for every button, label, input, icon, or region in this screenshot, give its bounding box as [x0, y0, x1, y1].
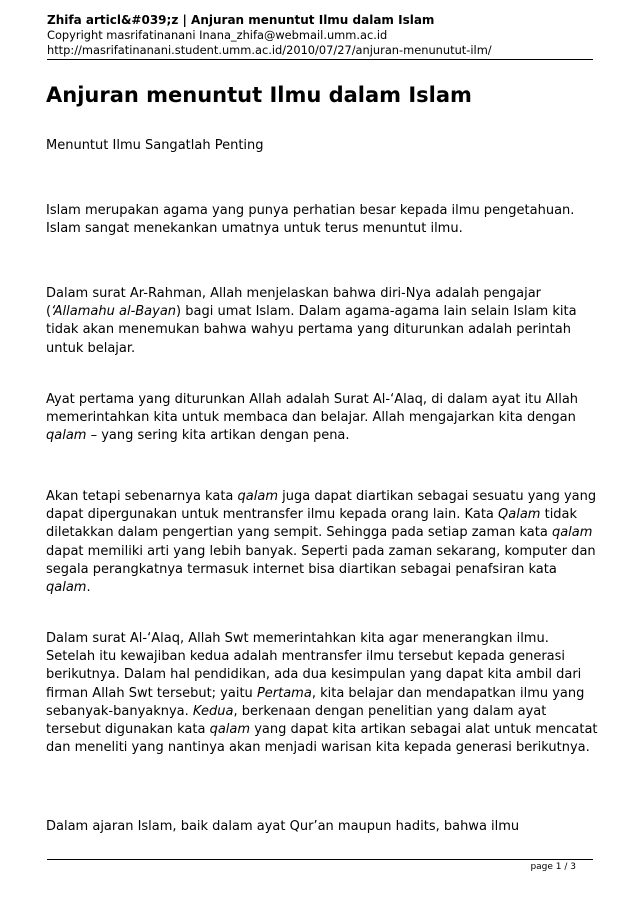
header-url: http://masrifatinanani.student.umm.ac.id/2010/07/27/anjuran-menunutut-ilm/: [47, 43, 492, 57]
paragraph-4-text-g: dapat memiliki arti yang lebih banyak. Seperti pada zaman sekarang, komputer dan segala perangkatnya termasuk internet bisa diartikan sebagai penafsiran kata: [46, 543, 596, 577]
article-subtitle: Menuntut Ilmu Sangatlah Penting: [46, 138, 264, 153]
header-divider: [47, 59, 593, 60]
paragraph-4-emphasis-1: qalam: [237, 489, 278, 504]
footer-divider: [47, 859, 593, 860]
paragraph-4-text-a: Akan tetapi sebenarnya kata: [46, 489, 238, 504]
paragraph-4-text-i: .: [86, 580, 91, 596]
paragraph-5-text-a: Dalam surat Al-‘Alaq, Allah Swt memerintahkan kita agar menerangkan ilmu. Setelah itu kewajiban kedua adalah mentransfer ilmu tersebut kepada generasi berikutnya. Dalam hal pendidikan, ada dua kesimpulan yang dapat kita ambil dari firman Allah Swt tersebut; yaitu: [46, 631, 582, 701]
paragraph-4: [46, 488, 598, 597]
paragraph-5-text-g: yang dapat kita artikan sebagai alat untuk mencatat dan meneliti yang nantinya akan menjadi warisan kita kepada generasi berikutnya.: [46, 722, 598, 756]
paragraph-2-emphasis: ‘Allamahu al-Bayan: [51, 304, 177, 320]
paragraph-2-text-a: Dalam surat Ar-Rahman, Allah menjelaskan bahwa diri-Nya adalah pengajar (: [46, 286, 542, 320]
paragraph-2: [46, 285, 598, 358]
header-title: Zhifa articl&#039;z | Anjuran menuntut Ilmu dalam Islam: [47, 13, 435, 27]
paragraph-1-text: Islam merupakan agama yang punya perhatian besar kepada ilmu pengetahuan. Islam sangat menekankan umatnya untuk terus menuntut ilmu.: [46, 203, 575, 237]
paragraph-4-text-c: juga dapat diartikan sebagai sesuatu yang yang dapat dipergunakan untuk mentransfer ilmu kepada orang lain. Kata: [46, 489, 597, 523]
paragraph-5-emphasis-1: Pertama: [256, 685, 312, 701]
paragraph-5-emphasis-3: qalam: [209, 722, 251, 738]
document-header: [47, 13, 593, 58]
paragraph-5-emphasis-2: Kedua: [192, 703, 234, 719]
paragraph-1: [46, 202, 598, 238]
page-number: page 1 / 3: [530, 862, 576, 872]
paragraph-3-emphasis: qalam: [46, 428, 87, 444]
paragraph-5-text-c: , kita belajar dan mendapatkan ilmu yang sebanyak-banyaknya.: [46, 685, 585, 719]
paragraph-3-text-a: Ayat pertama yang diturunkan Allah adalah Surat Al-‘Alaq, di dalam ayat itu Allah memerintahkan kita untuk membaca dan belajar. Allah mengajarkan kita dengan: [46, 392, 579, 426]
paragraph-4-emphasis-3: qalam: [551, 525, 593, 541]
paragraph-4-emphasis-4: qalam: [46, 580, 87, 596]
paragraph-6: [46, 818, 598, 836]
paragraph-3-text-c: – yang sering kita artikan dengan pena.: [86, 428, 350, 444]
article-title: Anjuran menuntut Ilmu dalam Islam: [46, 83, 472, 107]
paragraph-6-text: Dalam ajaran Islam, baik dalam ayat Qur’an maupun hadits, bahwa ilmu: [46, 819, 520, 834]
paragraph-3: [46, 391, 598, 446]
paragraph-5: [46, 630, 598, 757]
paragraph-5-text-e: , berkenaan dengan penelitian yang dalam ayat tersebut digunakan kata: [46, 703, 547, 738]
paragraph-4-text-e: tidak diletakkan dalam pengertian yang sempit. Sehingga pada setiap zaman kata: [46, 507, 578, 541]
header-copyright: Copyright masrifatinanani Inana_zhifa@webmail.umm.ac.id: [47, 28, 388, 42]
paragraph-2-text-c: ) bagi umat Islam. Dalam agama-agama lain selain Islam kita tidak akan menemukan bahwa wahyu pertama yang diturunkan adalah perintah untuk belajar.: [46, 304, 577, 356]
paragraph-4-emphasis-2: Qalam: [498, 507, 541, 523]
